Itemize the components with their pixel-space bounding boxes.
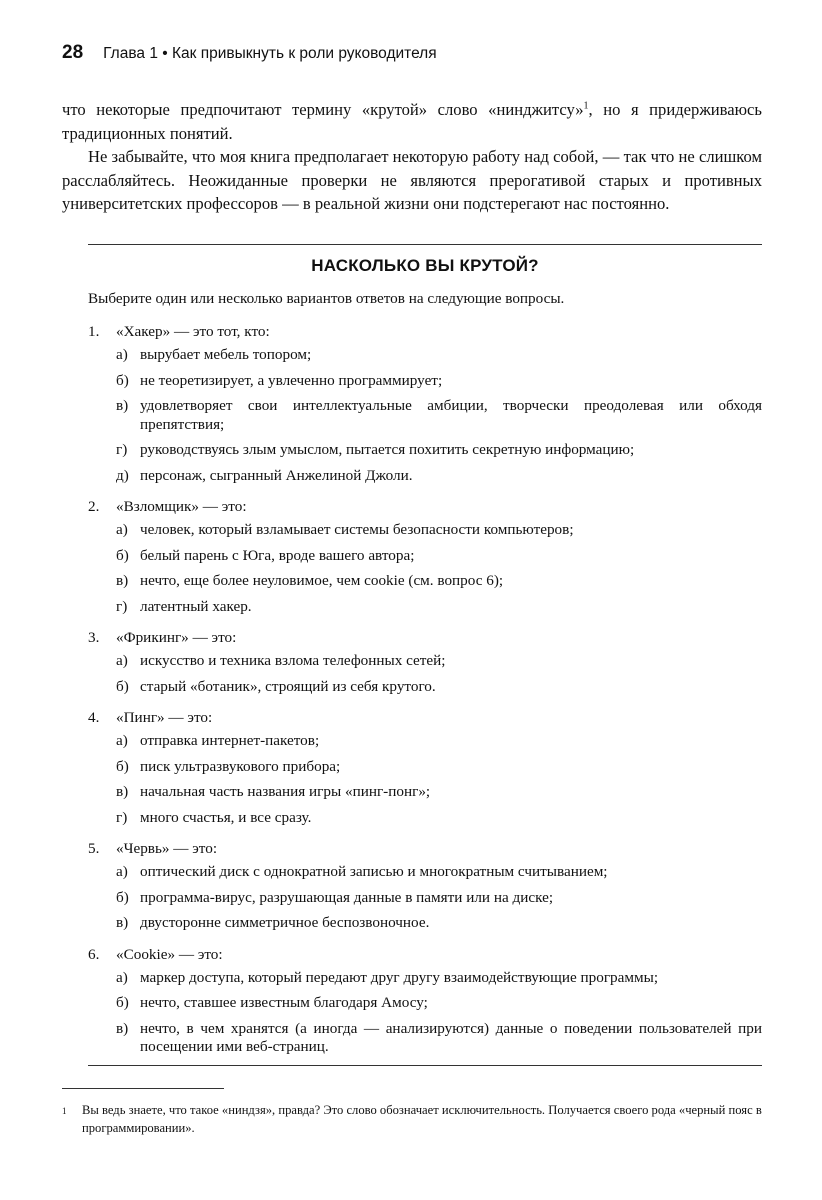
intro-paragraph-2: Не забывайте, что моя книга предполагает некоторую работу над собой, — так что не слишком расслабляйтесь. Неожиданные проверки не являются прерогативой старых и противных университетских профессоров — в реальной жизни они подстерегают нас постоянно.	[62, 147, 762, 213]
question-line	[88, 627, 762, 649]
answer-option-text: нечто, в чем хранятся (а иногда — анализируются) данные о поведении пользователей при посещении ими веб-страниц.	[140, 1019, 762, 1055]
answer-option-letter: в)	[116, 572, 129, 589]
question-line	[88, 944, 762, 966]
footnote-separator	[62, 1088, 224, 1089]
answer-option-letter: в)	[116, 397, 129, 414]
footnote	[62, 1101, 762, 1137]
intro-p1-text-a: что некоторые предпочитают термину «крутой» слово «нинджитсу»	[62, 100, 584, 119]
quiz-title: НАСКОЛЬКО ВЫ КРУТОЙ?	[311, 256, 539, 275]
question-number: 5.	[88, 840, 100, 857]
answer-option	[116, 994, 762, 1013]
question-text: «Взломщик» — это:	[116, 498, 247, 515]
answer-option-letter: г)	[116, 441, 128, 458]
answer-option-letter: а)	[116, 968, 128, 986]
answer-option	[116, 441, 762, 460]
question-line	[88, 707, 762, 729]
answer-option-letter: б)	[116, 888, 129, 906]
quiz-question	[88, 838, 762, 933]
answer-option-list	[116, 346, 762, 485]
answer-option-letter: а)	[116, 652, 128, 669]
answer-option-text: руководствуясь злым умыслом, пытается похитить секретную информацию;	[140, 441, 635, 458]
answer-option	[116, 652, 762, 671]
answer-option-letter: а)	[116, 732, 128, 749]
answer-option	[116, 521, 762, 540]
quiz-question-list	[88, 321, 762, 1057]
answer-option	[116, 467, 762, 486]
running-title: Глава 1 • Как привыкнуть к роли руководителя	[103, 45, 437, 62]
answer-option	[116, 598, 762, 617]
quiz-question	[88, 944, 762, 1057]
answer-option-text: начальная часть названия игры «пинг-понг»;	[140, 783, 431, 800]
answer-option-text: двусторонне симметричное беспозвоночное.	[140, 914, 430, 931]
answer-option-list	[116, 521, 762, 616]
answer-option-letter: г)	[116, 597, 128, 615]
quiz-question	[88, 496, 762, 616]
question-number: 6.	[88, 945, 100, 963]
quiz-instructions: Выберите один или несколько вариантов ответов на следующие вопросы.	[88, 290, 565, 307]
answer-option-letter: в)	[116, 783, 129, 800]
answer-option-letter: б)	[116, 546, 129, 564]
quiz-question	[88, 627, 762, 696]
running-header	[62, 42, 437, 66]
answer-option-text: много счастья, и все сразу.	[140, 808, 312, 826]
question-text: «Хакер» — это тот, кто:	[116, 323, 270, 340]
answer-option-text: писк ультразвукового прибора;	[140, 757, 341, 775]
question-text: «Фрикинг» — это:	[116, 629, 237, 646]
answer-option-letter: б)	[116, 994, 129, 1011]
answer-option	[116, 914, 762, 933]
answer-option	[116, 372, 762, 391]
answer-option-text: искусство и техника взлома телефонных сетей;	[140, 652, 446, 669]
page-number: 28	[62, 42, 84, 63]
question-number: 2.	[88, 498, 100, 515]
answer-option-text: человек, который взламывает системы безопасности компьютеров;	[140, 521, 574, 538]
answer-option-text: нечто, ставшее известным благодаря Амосу;	[140, 994, 428, 1011]
footnote-text: Вы ведь знаете, что такое «ниндзя», правда? Это слово обозначает исключительность. Получается своего рода «черный пояс в программировании».	[82, 1103, 762, 1135]
answer-option	[116, 783, 762, 802]
answer-option-text: маркер доступа, который передают друг другу взаимодействующие программы;	[140, 968, 659, 986]
answer-option	[116, 809, 762, 828]
answer-option-text: удовлетворяет свои интеллектуальные амбиции, творчески преодолевая или обходя препятствия;	[140, 397, 762, 433]
answer-option-letter: г)	[116, 808, 128, 826]
question-number: 3.	[88, 629, 100, 646]
answer-option	[116, 678, 762, 697]
question-number: 1.	[88, 323, 100, 340]
question-text: «Пинг» — это:	[116, 709, 213, 726]
answer-option-list	[116, 652, 762, 696]
question-text: «Червь» — это:	[116, 840, 218, 857]
quiz-question	[88, 321, 762, 485]
answer-option-letter: б)	[116, 371, 129, 389]
quiz-bottom-rule	[88, 1065, 762, 1066]
answer-option	[116, 863, 762, 882]
answer-option	[116, 1020, 762, 1057]
answer-option	[116, 397, 762, 434]
answer-option-letter: б)	[116, 677, 129, 695]
question-line	[88, 838, 762, 860]
intro-text	[62, 98, 762, 216]
answer-option	[116, 572, 762, 591]
footnote-reference[interactable]: 1	[583, 100, 589, 112]
answer-option-text: не теоретизирует, а увлеченно программирует;	[140, 371, 443, 389]
answer-option	[116, 969, 762, 988]
quiz-question	[88, 707, 762, 827]
answer-option-text: отправка интернет-пакетов;	[140, 732, 320, 749]
question-text: «Cookie» — это:	[116, 945, 223, 963]
answer-option-list	[116, 863, 762, 933]
question-number: 4.	[88, 709, 100, 726]
answer-option-text: старый «ботаник», строящий из себя крутого.	[140, 677, 436, 695]
answer-option	[116, 547, 762, 566]
answer-option-list	[116, 732, 762, 827]
answer-option	[116, 732, 762, 751]
answer-option-text: оптический диск с однократной записью и многократным считыванием;	[140, 863, 608, 880]
answer-option	[116, 889, 762, 908]
quiz-box	[88, 256, 762, 1064]
answer-option-letter: а)	[116, 863, 128, 880]
intro-paragraph-1	[62, 98, 762, 145]
answer-option	[116, 758, 762, 777]
answer-option-letter: б)	[116, 757, 129, 775]
answer-option-letter: а)	[116, 346, 128, 363]
answer-option-letter: в)	[116, 1019, 129, 1037]
question-line	[88, 321, 762, 343]
answer-option-text: латентный хакер.	[140, 597, 252, 615]
answer-option-letter: в)	[116, 914, 129, 931]
answer-option-letter: а)	[116, 521, 128, 538]
answer-option-text: персонаж, сыгранный Анжелиной Джоли.	[140, 466, 413, 484]
intro-p1-text-b: , но я придерживаюсь традиционных понятий.	[62, 100, 762, 143]
answer-option	[116, 346, 762, 365]
quiz-top-rule	[88, 244, 762, 245]
answer-option-text: программа-вирус, разрушающая данные в памяти или на диске;	[140, 888, 554, 906]
footnote-mark: 1	[62, 1106, 67, 1116]
answer-option-text: белый парень с Юга, вроде вашего автора;	[140, 546, 415, 564]
question-line	[88, 496, 762, 518]
answer-option-list	[116, 969, 762, 1057]
answer-option-text: нечто, еще более неуловимое, чем cookie (см. вопрос 6);	[140, 572, 504, 589]
answer-option-text: вырубает мебель топором;	[140, 346, 312, 363]
answer-option-letter: д)	[116, 466, 129, 484]
